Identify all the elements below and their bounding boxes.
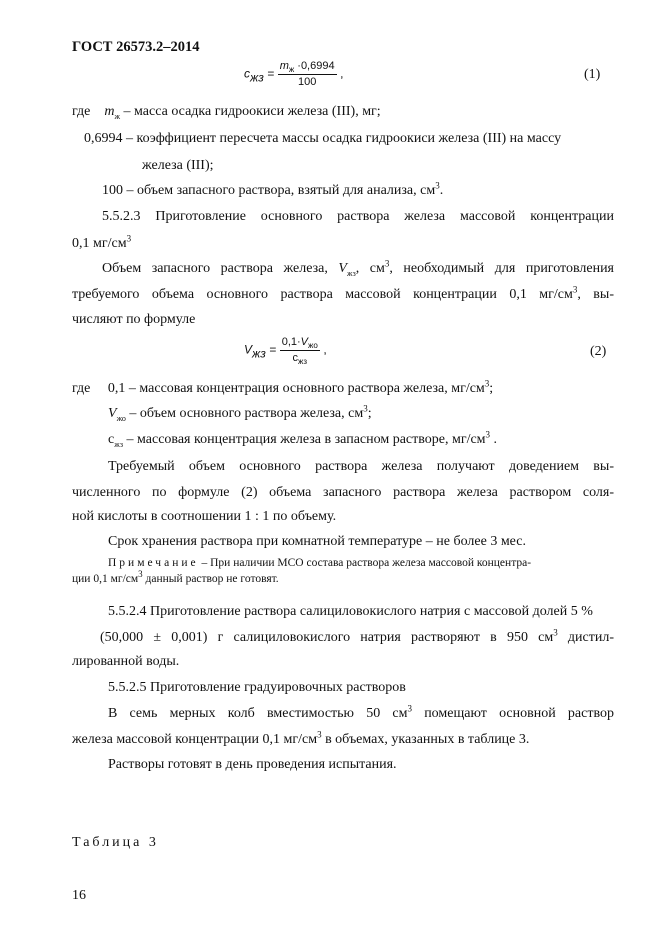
where-2-item-1-sup: 3 <box>484 378 490 389</box>
section-5525-l1-end: помещают основной раствор <box>411 706 614 721</box>
para-volume-var-sub: жз <box>346 268 356 278</box>
where-2-item-3-sub: жз <box>114 439 124 449</box>
formula-1-num-var: m <box>279 60 289 72</box>
formula-1-trail: , <box>340 66 344 81</box>
where-2-item-2-sup: 3 <box>363 403 368 414</box>
where-2-item-3-end: . <box>490 432 498 447</box>
para-volume-l2-sup: 3 <box>572 284 578 295</box>
para-required-line-2: численного по формуле (2) объема запасного раствора железа раствором соля- <box>72 485 614 500</box>
section-5525-l1-text: В семь мерных колб вместимостью 50 см <box>108 706 408 721</box>
formula-2-number: (2) <box>590 344 607 359</box>
section-5525-line-1 <box>108 705 614 723</box>
section-5524-l2-end: дистил- <box>557 630 615 645</box>
formula-2-lhs-sub: жз <box>252 346 266 361</box>
para-volume-sup: 3 <box>384 258 390 269</box>
para-volume-end: , необходимый для приготовления <box>389 261 614 276</box>
formula-2-fraction <box>280 336 320 365</box>
formula-2-den: c <box>292 352 298 364</box>
formula-2-trail: , <box>323 342 327 357</box>
note-line-2-text: ции 0,1 мг/см <box>72 573 139 585</box>
where-1-volume-line <box>102 182 443 200</box>
para-volume-post: , см <box>355 261 385 276</box>
section-5524-line-1: 5.5.2.4 Приготовление раствора салициловокислого натрия с массовой долей 5 % <box>108 604 593 619</box>
where-1-coef-line-2: железа (III); <box>142 158 214 173</box>
para-volume-line-2 <box>72 286 614 304</box>
formula-2-num-pre: 0,1· <box>281 336 301 348</box>
note-line-2 <box>72 569 279 586</box>
section-5525-l2-text: железа массовой концентрации 0,1 мг/см <box>72 732 318 747</box>
note-line-1 <box>108 556 531 570</box>
section-5525-line-2 <box>72 731 529 749</box>
para-volume-line-1 <box>102 260 614 278</box>
formula-1-lhs: c <box>244 66 250 81</box>
section-5525-title: 5.5.2.5 Приготовление градуировочных растворов <box>108 680 406 695</box>
para-required-line-3: ной кислоты в соотношении 1 : 1 по объему. <box>72 509 337 524</box>
table-caption: Таблица 3 <box>72 835 159 850</box>
section-5523-line-1: 5.5.2.3 Приготовление основного раствора железа массовой концентрации <box>102 209 614 224</box>
where-1-intro: где <box>72 104 91 119</box>
para-volume-pre: Объем запасного раствора железа, <box>102 261 339 276</box>
section-5525-l2-sup: 3 <box>317 729 322 740</box>
where-1-volume-end: . <box>439 183 444 198</box>
where-1-line-1 <box>72 103 381 121</box>
section-5523-line-2 <box>72 235 131 253</box>
para-required-line-1: Требуемый объем основного раствора железа получают доведением вы- <box>108 459 614 474</box>
para-volume-l2-text: требуемого объема основного раствора массовой концентрации 0,1 мг/см <box>72 287 573 302</box>
where-2-item-2-sub: жо <box>116 413 126 423</box>
where-2-item-2-var: V <box>108 406 117 421</box>
where-2-intro: где <box>72 381 91 396</box>
section-5523-conc: 0,1 мг/см <box>72 236 127 251</box>
where-2-line-3 <box>108 431 497 449</box>
section-5525-l1-sup: 3 <box>407 703 412 714</box>
section-5525-l2-end: в объемах, указанных в таблице 3. <box>321 732 530 747</box>
formula-1-den: 100 <box>297 76 317 88</box>
note-line-2-sup: 3 <box>138 569 143 580</box>
where-1-volume-text: 100 – объем запасного раствора, взятый для анализа, см <box>102 183 436 198</box>
where-1-var-sub: ж <box>114 111 121 121</box>
where-2-item-1: 0,1 – массовая концентрация основного раствора железа, мг/см <box>107 381 485 396</box>
section-5524-l2-text: (50,000 ± 0,001) г салициловокислого натрия растворяют в 950 см <box>100 630 554 645</box>
formula-1-lhs-sub: жз <box>250 70 264 85</box>
page-number: 16 <box>72 888 86 903</box>
where-2-line-2 <box>108 405 372 423</box>
where-1-var: m <box>104 104 115 119</box>
note-label: Примечание <box>108 557 199 569</box>
where-2-item-1-end: ; <box>489 381 494 396</box>
section-5524-line-2 <box>100 629 614 647</box>
para-volume-l2-end: , вы- <box>577 287 614 302</box>
formula-2-lhs: V <box>244 342 253 357</box>
formula-2-den-sub: жз <box>298 357 308 367</box>
where-2-line-1 <box>72 380 493 398</box>
section-5524-l2-sup: 3 <box>553 627 558 638</box>
where-1-coef-line-1: 0,6994 – коэффициент пересчета массы осадка гидроокиси железа (III) на массу <box>84 131 562 146</box>
where-2-item-3-text: – массовая концентрация железа в запасном растворе, мг/см <box>123 432 486 447</box>
note-line-2-end: данный раствор не готовят. <box>142 573 279 585</box>
formula-1-fraction <box>278 60 337 89</box>
formula-2-num-var: V <box>300 336 309 348</box>
para-volume-line-3: числяют по формуле <box>72 312 196 327</box>
formula-2: $V_{жз}$ = $\frac{0,1\cdot V_{жо}}{c_{жз}}$ , <box>244 336 327 367</box>
formula-2-num-sub: жо <box>308 341 318 351</box>
para-volume-var: V <box>338 261 347 276</box>
where-2-item-2-end: ; <box>367 406 372 421</box>
where-1-volume-sup: 3 <box>435 180 440 191</box>
section-5523-sup: 3 <box>126 233 132 244</box>
formula-1-num-rest: ·0,6994 <box>294 60 335 72</box>
where-2-item-3-var: c <box>108 432 115 447</box>
section-5525-line-3: Растворы готовят в день проведения испытания. <box>108 757 397 772</box>
storage-text: Срок хранения раствора при комнатной температуре – не более 3 мес. <box>108 534 526 549</box>
formula-1: $c_{жз}$ = $\frac{m_ж \cdot 0,6994}{100}$ , <box>244 60 344 88</box>
section-5524-line-3: лированной воды. <box>72 654 180 669</box>
where-2-item-3-sup: 3 <box>485 429 491 440</box>
where-1-text: – масса осадка гидроокиси железа (III), мг; <box>120 104 381 119</box>
note-line-1-text: – При наличии МСО состава раствора железа массовой концентра- <box>198 557 532 569</box>
formula-1-num-sub: ж <box>288 65 295 75</box>
where-2-item-2-text: – объем основного раствора железа, см <box>125 406 364 421</box>
formula-1-number: (1) <box>584 67 601 82</box>
document-header: ГОСТ 26573.2–2014 <box>72 39 200 55</box>
